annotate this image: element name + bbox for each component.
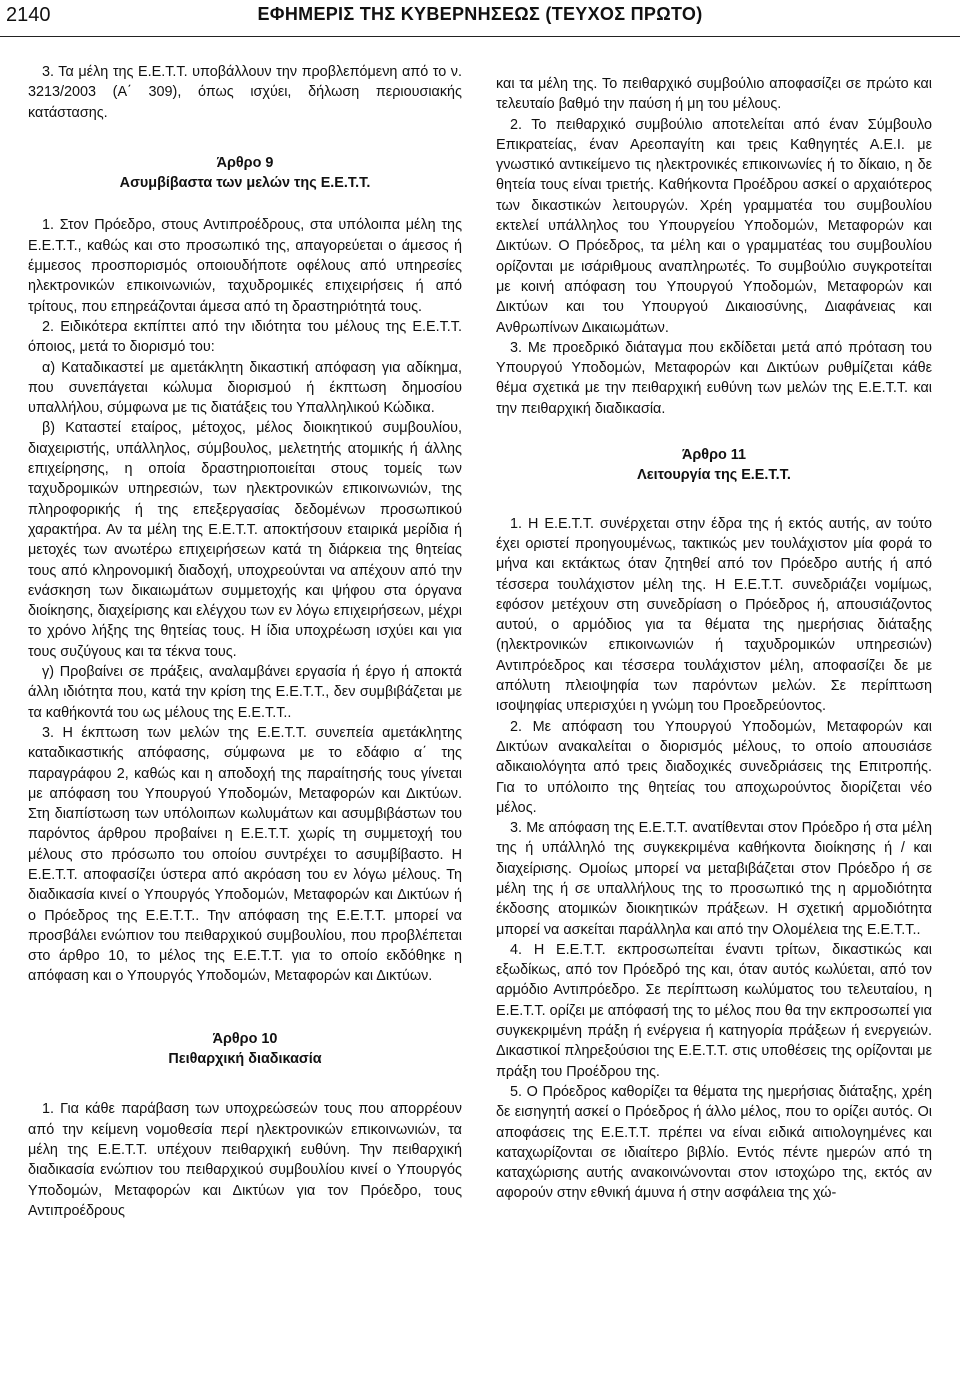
paragraph: γ) Προβαίνει σε πράξεις, αναλαμβάνει εργασία ή έργο ή αποκτά άλλη ιδιότητα που, κατά την κρίση της Ε.Ε.Τ.Τ., δεν συμβιβάζεται με τα καθήκοντά του ως μέλους της Ε.Ε.Τ.Τ.. xyxy=(28,664,462,721)
paragraph: 1. Για κάθε παράβαση των υποχρεώσεών τους που απορρέουν από την κείμενη νομοθεσία περί ηλεκτρονικών επικοινωνιών, τα μέλη της Ε.Ε.Τ.Τ. υπέχουν πειθαρχική ευθύνη. Την πειθαρχική διαδικασία ενώπιον του πειθαρχικού συμβουλίου κινεί ο Υπουργός Υποδομών, Μεταφορών και Δικτύων για τον Πρόεδρο, τους Αντιπροέδρους xyxy=(28,1101,462,1219)
article-subtitle: Λειτουργία της Ε.Ε.Τ.Τ. xyxy=(637,467,791,484)
paragraph: 3. Με απόφαση της Ε.Ε.Τ.Τ. ανατίθενται στον Πρόεδρο ή στα μέλη της ή υπάλληλό της συγκεκριμένα καθήκοντα διοίκησης ή / και διαχείρισης. Ομοίως μπορεί να μεταβιβάζεται στον Πρόεδρο ή σε μέλη της ή σε υπαλλήλους της το προσωπικό της η αρμοδιότητα έκδοσης ατομικών διοικητικών πράξεων. Η σχετική αρμοδιότητα μπορεί να ασκείται παράλληλα και από την Ολομέλεια της Ε.Ε.Τ.Τ.. xyxy=(496,820,932,938)
paragraph: 2. Με απόφαση του Υπουργού Υποδομών, Μεταφορών και Δικτύων ανακαλείται ο διορισμός μέλους, το οποίο απουσιάσε αδικαιολόγητα από τρεις διαδοχικές συνεδριάσεις της Επιτροπής. Για το υπόλοιπο της θητείας του αποχωρούντος διορίζεται νέο μέλος. xyxy=(496,718,932,816)
paragraph: 3. Η έκπτωση των μελών της Ε.Ε.Τ.Τ. συνεπεία αμετάκλητης καταδικαστικής απόφασης, σύμφωνα με το εδάφιο α΄ της παραγράφου 2, καθώς και η αποδοχή της παραίτησής τους γίνεται με απόφαση του Υπουργού Υποδομών, Μεταφορών και Δικτύων. Στη διαπίστωση των υπόλοιπων κωλυμάτων και ασυμβιβάστων του παρόντος άρθρου προβαίνει η Ε.Ε.Τ.Τ. χωρίς τη συμμετοχή του μέλους στο πρόσωπο του οποίου συντρέχει το ασυμβίβαστο. Η Ε.Ε.Τ.Τ. αποφασίζει ύστερα από ακρόαση του εν λόγω μέλους. Τη διαδικασία κινεί ο Υπουργός Υποδομών, Μεταφορών και Δικτύων ή ο Πρόεδρος της Ε.Ε.Τ.Τ.. Την απόφαση της Ε.Ε.Τ.Τ. μπορεί να προσβάλει ενώπιον του πειθαρχικού συμβουλίου, που προβλέπεται στο άρθρο 10, το μέλος της Ε.Ε.Τ.Τ. για το οποίο εκδόθηκε η απόφαση και ο Υπουργός Υποδομών, Μεταφορών και Δικτύων. xyxy=(28,724,462,985)
article-subtitle: Ασυμβίβαστα των μελών της Ε.Ε.Τ.Τ. xyxy=(119,175,371,192)
page-header xyxy=(0,0,960,38)
running-title: ΕΦΗΜΕΡΙΣ ΤΗΣ ΚΥΒΕΡΝΗΣΕΩΣ (ΤΕΥΧΟΣ ΠΡΩΤΟ) xyxy=(257,4,703,24)
header-rule xyxy=(0,36,960,37)
paragraph: 2. Ειδικότερα εκπίπτει από την ιδιότητα του μέλους της Ε.Ε.Τ.Τ. όποιος, μετά το διορισμό του: xyxy=(28,318,462,356)
article-subtitle: Πειθαρχική διαδικασία xyxy=(168,1051,322,1068)
paragraph: 1. Στον Πρόεδρο, στους Αντιπροέδρους, στα υπόλοιπα μέλη της Ε.Ε.Τ.Τ., καθώς και στο προσωπικό της, απαγορεύεται ο άμεσος ή έμμεσος προσπορισμός οποιουδήποτε οφέλους από υπηρεσίες ηλεκτρονικών επικοινωνιών, ταχυδρομικές επιχειρήσεις ή από τρίτους, που επηρεάζονται άμεσα από τη δραστηριότητά τους. xyxy=(28,217,462,315)
article-11-heading xyxy=(496,445,932,486)
article-title: Άρθρο 11 xyxy=(682,447,746,464)
paragraph: 4. Η Ε.Ε.Τ.Τ. εκπροσωπείται έναντι τρίτων, δικαστικώς και εξωδίκως, από τον Πρόεδρό της και, όταν αυτός κωλύεται, από τον αρμόδιο Αντιπρόεδρο. Σε περίπτωση κωλύματος του τελευταίου, η Ε.Ε.Τ.Τ. ορίζει με απόφασή της το μέλος που θα την εκπροσωπεί για συγκεκριμένη πράξη ή ενέργεια ή κατηγορία πράξεων ή ενεργειών. Δικαστικοί πληρεξούσιοι της Ε.Ε.Τ.Τ. στις υποθέσεις της ορίζονται με πράξη του Προέδρου της. xyxy=(496,941,932,1080)
paragraph: 2. Το πειθαρχικό συμβούλιο αποτελείται από έναν Σύμβουλο Επικρατείας, έναν Αρεοπαγίτη και τρεις Καθηγητές Α.Ε.Ι. με γνωστικό αντικείμενο τις ηλεκτρονικές επικοινωνίες ή το δίκαιο, η δε θητεία τους είναι τριετής. Καθήκοντα Προέδρου ασκεί ο αρχαιότερος των δικαστικών λειτουργών. Χρέη γραμματέα του συμβουλίου εκτελεί υπάλληλος του Υπουργείου Υποδομών, Μεταφορών και Δικτύων. Ο Πρόεδρος, τα μέλη και ο γραμματέας του συμβουλίου ορίζονται με ισάριθμους αναπληρωτές. Το συμβούλιο συγκροτείται με κοινή απόφαση του Υπουργού Υποδομών, Μεταφορών και Δικτύων και του Υπουργού Δικαιοσύνης, Διαφάνειας και Ανθρωπίνων Δικαιωμάτων. xyxy=(496,116,932,336)
right-column xyxy=(496,74,932,1204)
page-number: 2140 xyxy=(6,4,51,26)
paragraph: 3. Τα μέλη της Ε.Ε.Τ.Τ. υποβάλλουν την προβλεπόμενη από το ν. 3213/2003 (Α΄ 309), όπως ισχύει, δήλωση περιουσιακής κατάστασης. xyxy=(28,64,462,121)
article-9-heading xyxy=(28,153,462,194)
paragraph: α) Καταδικαστεί με αμετάκλητη δικαστική απόφαση για αδίκημα, που συνεπάγεται κώλυμα διορισμού ή έκπτωση δημοσίου υπαλλήλου, σύμφωνα με τις διατάξεις του Υπαλληλικού Κώδικα. xyxy=(28,359,462,417)
article-title: Άρθρο 9 xyxy=(216,154,274,171)
article-title: Άρθρο 10 xyxy=(212,1030,278,1047)
paragraph: β) Καταστεί εταίρος, μέτοχος, μέλος διοικητικού συμβουλίου, διαχειριστής, υπάλληλος, σύμβουλος, μελετητής ατομικής ή άλλης επιχείρησης, η οποία δραστηριοποιείται στους τομείς των ταχυδρομικών υπηρεσιών, των ηλεκτρονικών επικοινωνιών, της πληροφορικής ή της επεξεργασίας δεδομένων προσωπικού χαρακτήρα. Αν τα μέλη της Ε.Ε.Τ.Τ. αποκτήσουν εταιρικά μερίδια ή μετοχές των ανωτέρω επιχειρήσεων κατά τη διάρκεια της θητείας τους από κληρονομική διαδοχή, υποχρεούνται να απέχουν από την ενάσκηση των δικαιωμάτων συμμετοχής και ψήφου στα όργανα διοίκησης, διαχείρισης και ελέγχου των εν λόγω επιχειρήσεων, μέχρι το χρόνο λήξης της θητείας τους. Η ίδια υποχρέωση ισχύει και για τους συζύγους και τα τέκνα τους. xyxy=(28,420,462,660)
paragraph: και τα μέλη της. Το πειθαρχικό συμβούλιο αποφασίζει σε πρώτο και τελευταίο βαθμό την παύση ή μη του μέλους. xyxy=(496,76,932,113)
article-10-heading xyxy=(28,1029,462,1070)
left-column xyxy=(28,62,462,1221)
paragraph: 1. Η Ε.Ε.Τ.Τ. συνέρχεται στην έδρα της ή εκτός αυτής, αν τούτο έχει οριστεί προηγουμένως, τακτικώς μεν τουλάχιστον μία φορά το μήνα και εκτάκτως όταν ζητηθεί από τον Πρόεδρο αυτής ή από τέσσερα τουλάχιστον μέλη της. Η Ε.Ε.Τ.Τ. συνεδριάζει νομίμως, εφόσον μετέχουν στη συνεδρίαση ο Πρόεδρος ή, απουσιάζοντος αυτού, ο αρμόδιος για τα θέματα της ημερήσιας διάταξης (ηλεκτρονικών επικοινωνιών ή ταχυδρομικών υπηρεσιών) Αντιπρόεδρος και τέσσερα τουλάχιστον μέλη, αποφασίζει δε με απόλυτη πλειοψηφία των παρόντων μελών. Σε περίπτωση ισοψηφίας υπερισχύει η γνώμη του Προεδρεύοντος. xyxy=(496,515,932,715)
paragraph: 3. Με προεδρικό διάταγμα που εκδίδεται μετά από πρόταση του Υπουργού Υποδομών, Μεταφορών και Δικτύων ρυθμίζεται κάθε θέμα σχετικά με την πειθαρχική ευθύνη των μελών της Ε.Ε.Τ.Τ. και την πειθαρχική διαδικασία. xyxy=(496,339,932,417)
paragraph: 5. Ο Πρόεδρος καθορίζει τα θέματα της ημερήσιας διάταξης, χρέη δε εισηγητή ασκεί ο Πρόεδρος ή άλλο μέλος, που το ορίζει αυτός. Οι αποφάσεις της Ε.Ε.Τ.Τ. πρέπει να είναι ειδικά αιτιολογημένες και καταχωρίζονται σε ιδιαίτερο βιβλίο. Εντός πέντε ημερών από τη καταχώρισης αυτής ανακοινώνονται στον ιστοχώρο της, εκτός αν αφορούν στην εθνική άμυνα ή στην ασφάλεια της χώ- xyxy=(496,1083,932,1202)
